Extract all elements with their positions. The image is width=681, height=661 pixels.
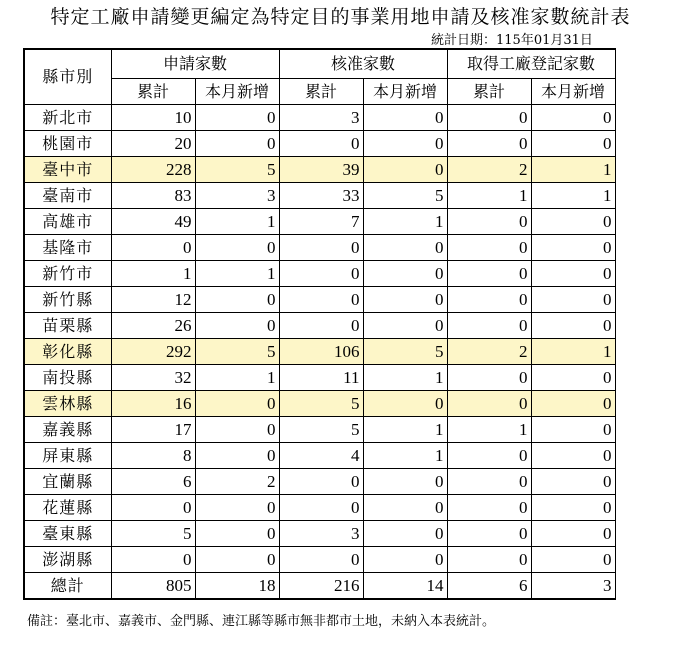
value-cell: 8 xyxy=(111,443,195,469)
region-name-cell: 總計 xyxy=(24,573,111,600)
region-name-cell: 新竹縣 xyxy=(24,287,111,313)
footnote: 備註：臺北市、嘉義市、金門縣、連江縣等縣市無非都市土地，未納入本表統計。 xyxy=(27,614,496,629)
value-cell: 0 xyxy=(447,131,531,157)
value-cell: 0 xyxy=(195,105,279,131)
value-cell: 3 xyxy=(195,183,279,209)
table-row xyxy=(24,469,615,495)
header-group-applications: 申請家數 xyxy=(111,49,279,79)
value-cell: 32 xyxy=(111,365,195,391)
region-name-cell: 花蓮縣 xyxy=(24,495,111,521)
value-cell: 0 xyxy=(363,547,447,573)
value-cell: 0 xyxy=(195,495,279,521)
value-cell: 0 xyxy=(447,209,531,235)
total-row xyxy=(24,573,615,600)
value-cell: 3 xyxy=(279,105,363,131)
value-cell: 1 xyxy=(447,417,531,443)
value-cell: 39 xyxy=(279,157,363,183)
value-cell: 0 xyxy=(363,261,447,287)
value-cell: 0 xyxy=(447,495,531,521)
value-cell: 0 xyxy=(531,495,615,521)
value-cell: 0 xyxy=(447,547,531,573)
value-cell: 26 xyxy=(111,313,195,339)
value-cell: 12 xyxy=(111,287,195,313)
region-name-cell: 新竹市 xyxy=(24,261,111,287)
value-cell: 5 xyxy=(279,417,363,443)
region-name-cell: 基隆市 xyxy=(24,235,111,261)
value-cell: 5 xyxy=(195,339,279,365)
value-cell: 0 xyxy=(363,313,447,339)
value-cell: 0 xyxy=(447,391,531,417)
value-cell: 0 xyxy=(531,391,615,417)
value-cell: 10 xyxy=(111,105,195,131)
table-row xyxy=(24,235,615,261)
value-cell: 2 xyxy=(195,469,279,495)
table-row xyxy=(24,339,615,365)
value-cell: 228 xyxy=(111,157,195,183)
value-cell: 106 xyxy=(279,339,363,365)
value-cell: 0 xyxy=(279,131,363,157)
table-row xyxy=(24,261,615,287)
value-cell: 0 xyxy=(531,547,615,573)
value-cell: 0 xyxy=(447,469,531,495)
value-cell: 0 xyxy=(531,235,615,261)
value-cell: 292 xyxy=(111,339,195,365)
header-group-registered: 取得工廠登記家數 xyxy=(447,49,615,79)
value-cell: 14 xyxy=(363,573,447,600)
value-cell: 2 xyxy=(447,157,531,183)
table-row xyxy=(24,157,615,183)
table-row xyxy=(24,443,615,469)
value-cell: 0 xyxy=(279,547,363,573)
header-sub-monthly: 本月新增 xyxy=(195,79,279,105)
region-name-cell: 臺南市 xyxy=(24,183,111,209)
region-name-cell: 澎湖縣 xyxy=(24,547,111,573)
value-cell: 0 xyxy=(195,235,279,261)
table-row xyxy=(24,417,615,443)
value-cell: 0 xyxy=(531,469,615,495)
value-cell: 16 xyxy=(111,391,195,417)
value-cell: 0 xyxy=(111,235,195,261)
header-sub-cumulative: 累計 xyxy=(447,79,531,105)
table-row xyxy=(24,287,615,313)
value-cell: 0 xyxy=(279,495,363,521)
value-cell: 0 xyxy=(111,547,195,573)
value-cell: 1 xyxy=(531,339,615,365)
value-cell: 0 xyxy=(195,391,279,417)
value-cell: 49 xyxy=(111,209,195,235)
value-cell: 2 xyxy=(447,339,531,365)
value-cell: 0 xyxy=(111,495,195,521)
value-cell: 0 xyxy=(531,209,615,235)
region-name-cell: 臺東縣 xyxy=(24,521,111,547)
header-row-sub xyxy=(24,79,615,105)
value-cell: 5 xyxy=(195,157,279,183)
value-cell: 0 xyxy=(531,131,615,157)
value-cell: 0 xyxy=(279,287,363,313)
value-cell: 20 xyxy=(111,131,195,157)
value-cell: 0 xyxy=(363,287,447,313)
header-sub-cumulative: 累計 xyxy=(111,79,195,105)
value-cell: 1 xyxy=(531,157,615,183)
value-cell: 5 xyxy=(111,521,195,547)
value-cell: 11 xyxy=(279,365,363,391)
value-cell: 0 xyxy=(447,287,531,313)
header-row-groups xyxy=(24,49,615,79)
value-cell: 0 xyxy=(363,105,447,131)
value-cell: 1 xyxy=(195,209,279,235)
value-cell: 0 xyxy=(363,235,447,261)
value-cell: 4 xyxy=(279,443,363,469)
value-cell: 0 xyxy=(447,235,531,261)
value-cell: 0 xyxy=(363,495,447,521)
value-cell: 0 xyxy=(531,417,615,443)
value-cell: 1 xyxy=(195,365,279,391)
region-name-cell: 雲林縣 xyxy=(24,391,111,417)
table-row xyxy=(24,209,615,235)
table-row xyxy=(24,183,615,209)
header-region: 縣市別 xyxy=(24,49,111,105)
value-cell: 7 xyxy=(279,209,363,235)
table-row xyxy=(24,521,615,547)
header-group-approved: 核准家數 xyxy=(279,49,447,79)
value-cell: 0 xyxy=(531,365,615,391)
value-cell: 1 xyxy=(363,417,447,443)
value-cell: 0 xyxy=(363,469,447,495)
value-cell: 1 xyxy=(447,183,531,209)
value-cell: 5 xyxy=(363,183,447,209)
value-cell: 0 xyxy=(447,521,531,547)
value-cell: 0 xyxy=(195,547,279,573)
value-cell: 1 xyxy=(531,183,615,209)
value-cell: 6 xyxy=(447,573,531,600)
value-cell: 0 xyxy=(531,287,615,313)
value-cell: 216 xyxy=(279,573,363,600)
region-name-cell: 南投縣 xyxy=(24,365,111,391)
region-name-cell: 新北市 xyxy=(24,105,111,131)
value-cell: 0 xyxy=(195,443,279,469)
value-cell: 0 xyxy=(447,105,531,131)
value-cell: 0 xyxy=(363,391,447,417)
value-cell: 1 xyxy=(363,209,447,235)
value-cell: 83 xyxy=(111,183,195,209)
region-name-cell: 屏東縣 xyxy=(24,443,111,469)
table-row xyxy=(24,105,615,131)
table-body xyxy=(24,105,615,600)
value-cell: 0 xyxy=(447,443,531,469)
value-cell: 0 xyxy=(279,235,363,261)
table-row xyxy=(24,547,615,573)
value-cell: 0 xyxy=(363,131,447,157)
value-cell: 0 xyxy=(279,313,363,339)
value-cell: 1 xyxy=(195,261,279,287)
value-cell: 0 xyxy=(279,261,363,287)
value-cell: 0 xyxy=(447,365,531,391)
value-cell: 6 xyxy=(111,469,195,495)
value-cell: 0 xyxy=(195,287,279,313)
region-name-cell: 宜蘭縣 xyxy=(24,469,111,495)
region-name-cell: 嘉義縣 xyxy=(24,417,111,443)
value-cell: 5 xyxy=(363,339,447,365)
value-cell: 1 xyxy=(363,365,447,391)
region-name-cell: 桃園市 xyxy=(24,131,111,157)
value-cell: 0 xyxy=(195,131,279,157)
value-cell: 0 xyxy=(195,313,279,339)
value-cell: 0 xyxy=(195,417,279,443)
value-cell: 805 xyxy=(111,573,195,600)
table-row xyxy=(24,391,615,417)
value-cell: 0 xyxy=(531,443,615,469)
value-cell: 1 xyxy=(363,443,447,469)
region-name-cell: 彰化縣 xyxy=(24,339,111,365)
statistics-table xyxy=(23,48,616,600)
region-name-cell: 臺中市 xyxy=(24,157,111,183)
region-name-cell: 苗栗縣 xyxy=(24,313,111,339)
value-cell: 0 xyxy=(279,469,363,495)
table-row xyxy=(24,313,615,339)
region-name-cell: 高雄市 xyxy=(24,209,111,235)
value-cell: 0 xyxy=(195,521,279,547)
table-row xyxy=(24,365,615,391)
value-cell: 3 xyxy=(531,573,615,600)
statistics-date: 統計日期：115年01月31日 xyxy=(431,33,593,48)
report-title: 特定工廠申請變更編定為特定目的事業用地申請及核准家數統計表 xyxy=(50,6,631,28)
value-cell: 0 xyxy=(531,105,615,131)
value-cell: 18 xyxy=(195,573,279,600)
value-cell: 33 xyxy=(279,183,363,209)
value-cell: 0 xyxy=(447,313,531,339)
header-sub-monthly: 本月新增 xyxy=(363,79,447,105)
header-sub-monthly: 本月新增 xyxy=(531,79,615,105)
value-cell: 0 xyxy=(531,313,615,339)
value-cell: 3 xyxy=(279,521,363,547)
value-cell: 0 xyxy=(531,261,615,287)
value-cell: 17 xyxy=(111,417,195,443)
value-cell: 0 xyxy=(363,521,447,547)
value-cell: 0 xyxy=(447,261,531,287)
header-sub-cumulative: 累計 xyxy=(279,79,363,105)
value-cell: 5 xyxy=(279,391,363,417)
table-row xyxy=(24,131,615,157)
value-cell: 0 xyxy=(531,521,615,547)
value-cell: 0 xyxy=(363,157,447,183)
value-cell: 1 xyxy=(111,261,195,287)
table-row xyxy=(24,495,615,521)
